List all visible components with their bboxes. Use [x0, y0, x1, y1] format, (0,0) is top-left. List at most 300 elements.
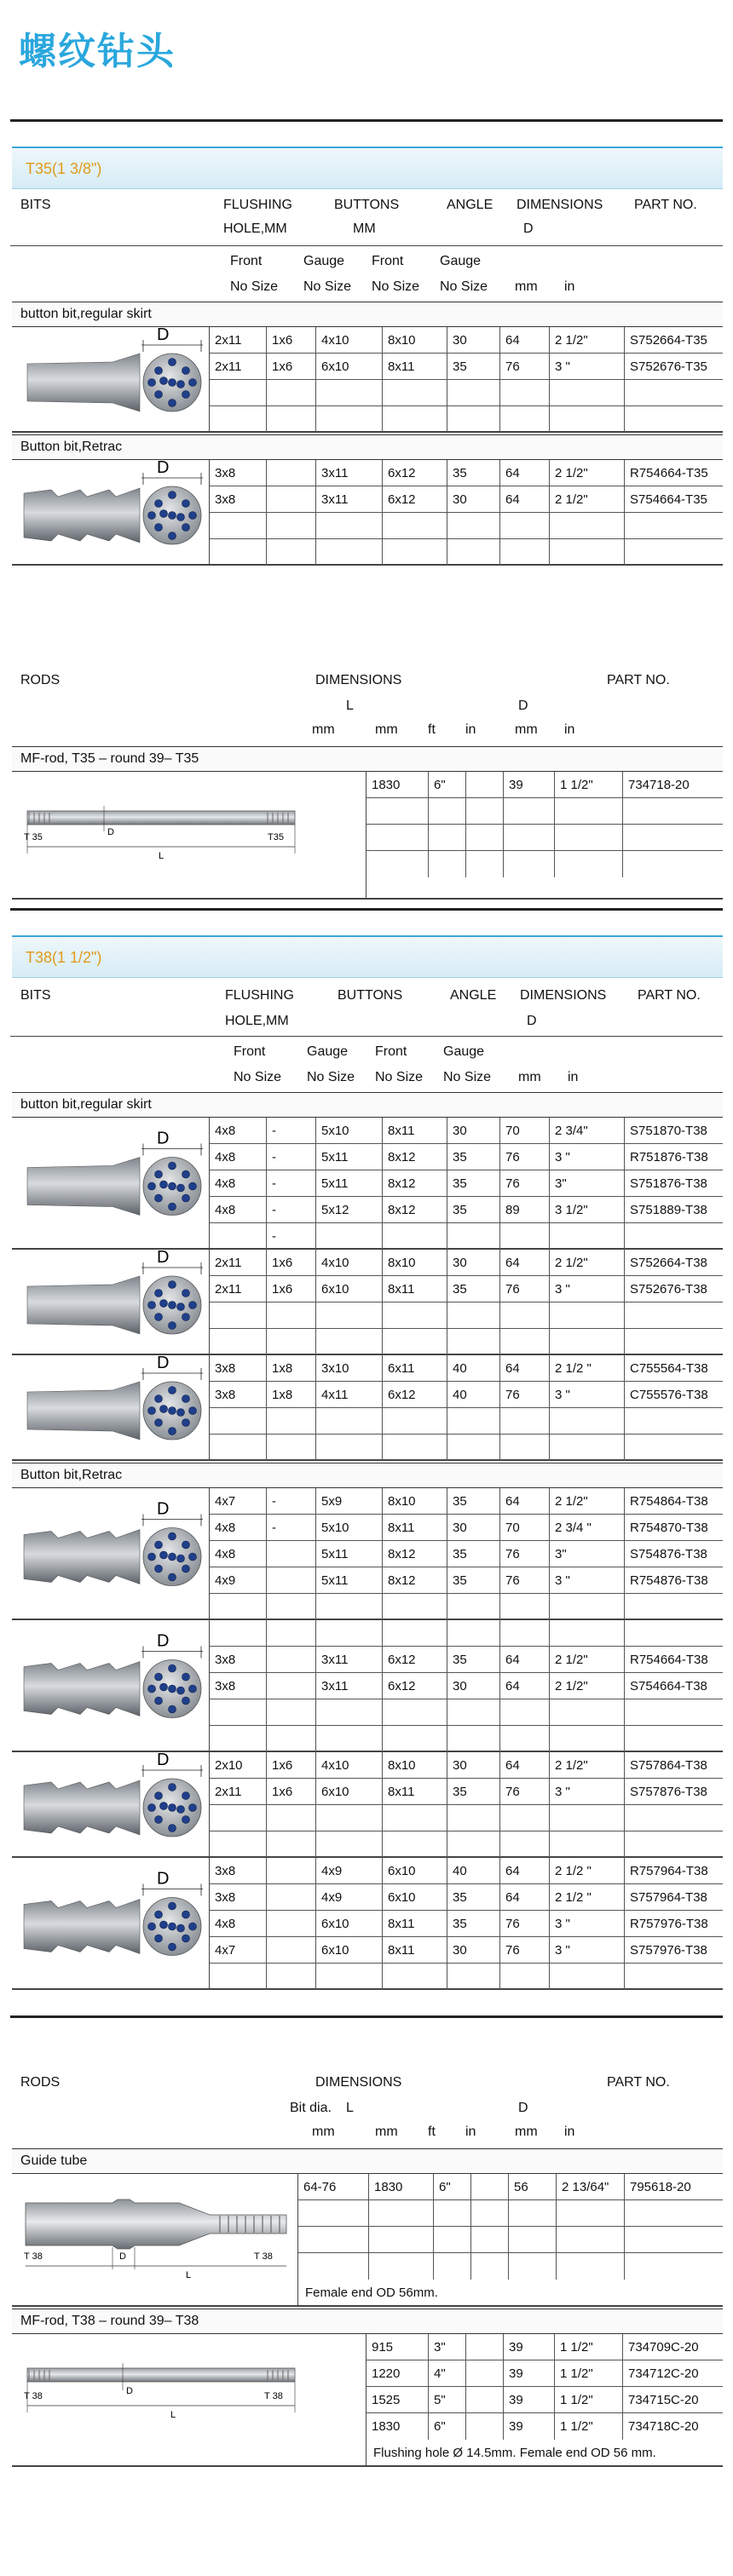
table-cell: 1830 — [372, 2419, 401, 2434]
svg-text:D: D — [157, 1355, 170, 1372]
table-row — [210, 460, 723, 486]
table-cell — [266, 539, 315, 566]
table-cell — [368, 2253, 433, 2280]
table-cell: 8x11 — [382, 1911, 447, 1936]
table-cell: 5x11 — [315, 1541, 382, 1567]
table-cell: 6x11 — [382, 1355, 447, 1381]
table-cell — [622, 798, 723, 824]
table-cell — [315, 1831, 382, 1858]
table-cell: 6" — [433, 2174, 470, 2199]
table-cell — [210, 380, 266, 405]
table-cell: 4x8 — [215, 1521, 236, 1535]
table-row — [210, 486, 723, 513]
table-cell: S757864-T38 — [624, 1752, 733, 1778]
table-cell: 3 " — [549, 1144, 624, 1170]
hdr-hole: HOLE,MM — [225, 1014, 289, 1028]
table-cell — [210, 1329, 266, 1355]
table-cell: 64 — [499, 1647, 549, 1672]
table-cell: 40 — [447, 1382, 499, 1407]
table-cell: 2 13/64" — [556, 2174, 624, 2199]
sub-front: Front — [230, 254, 263, 268]
table-cell — [549, 1435, 624, 1461]
group-label: button bit,regular skirt — [12, 1092, 723, 1118]
table-cell — [382, 1831, 447, 1858]
bit-group — [12, 1752, 723, 1858]
table-row — [210, 1831, 723, 1858]
regular-skirt-bit-image — [12, 1118, 210, 1248]
table-cell — [266, 1726, 315, 1752]
hdr-in: in — [564, 2125, 575, 2139]
table-cell — [508, 2253, 556, 2280]
table-cell — [266, 1647, 315, 1672]
table-cell: 734709C-20 — [622, 2334, 723, 2360]
sub-gauge: Gauge — [307, 1044, 349, 1059]
table-row — [210, 539, 723, 566]
bit-group — [12, 1488, 723, 1620]
bit-group — [12, 1250, 723, 1355]
table-cell — [554, 851, 622, 877]
table-cell — [624, 2227, 733, 2252]
table-cell — [499, 406, 549, 433]
table-cell: 6x10 — [315, 1276, 382, 1302]
table-cell: 8x10 — [382, 1488, 447, 1514]
table-cell — [210, 539, 266, 566]
table-cell — [315, 1964, 382, 1990]
table-cell: 39 — [503, 2387, 554, 2412]
table-cell: - — [266, 1488, 315, 1514]
table-row — [210, 1699, 723, 1726]
table-cell — [315, 406, 382, 433]
rod-d-label: D — [126, 2386, 133, 2396]
table-cell: S757964-T38 — [624, 1884, 733, 1910]
table-cell — [624, 1223, 733, 1250]
bit-image — [12, 1355, 210, 1459]
table-cell — [382, 406, 447, 433]
table-cell — [266, 1858, 315, 1883]
table-cell — [266, 380, 315, 405]
hdr-flushing: FLUSHING — [225, 988, 294, 1003]
table-cell — [382, 1620, 447, 1646]
table-cell: 6x10 — [382, 1884, 447, 1910]
table-cell: 8x11 — [382, 1515, 447, 1540]
table-cell: 2x11 — [215, 333, 242, 348]
hdr-l: L — [346, 699, 354, 713]
table-cell — [447, 1964, 499, 1990]
table-cell — [470, 2174, 508, 2199]
table-cell — [622, 851, 723, 877]
table-row — [210, 354, 723, 380]
table-cell — [499, 1435, 549, 1461]
table-cell — [554, 825, 622, 850]
table-cell: 64 — [499, 1858, 549, 1883]
table-cell: 4x7 — [215, 1494, 236, 1509]
table-cell: 4x8 — [215, 1176, 236, 1191]
table-cell — [447, 1408, 499, 1434]
table-cell — [266, 1673, 315, 1699]
table-cell: 5x11 — [315, 1567, 382, 1593]
table-cell: 64 — [499, 1355, 549, 1381]
table-cell — [624, 1805, 733, 1831]
hdr-part: PART NO. — [607, 673, 670, 687]
table-cell: S752676-T35 — [624, 354, 733, 379]
table-cell — [382, 1699, 447, 1725]
hdr-bits: BITS — [20, 198, 51, 212]
hdr-in: in — [465, 722, 476, 737]
table-cell: 35 — [447, 1567, 499, 1593]
table-cell: 6x12 — [382, 460, 447, 486]
table-cell: 76 — [499, 1911, 549, 1936]
table-cell — [549, 1329, 624, 1355]
svg-text:D: D — [157, 1250, 170, 1267]
table-cell: 76 — [499, 1170, 549, 1196]
table-cell: 2 1/2 " — [549, 1858, 624, 1883]
sub-gauge: Gauge — [443, 1044, 485, 1059]
table-cell: S757976-T38 — [624, 1937, 733, 1963]
table-row — [210, 1567, 723, 1594]
table-cell: 3x8 — [215, 492, 236, 507]
section-band-t35 — [12, 147, 723, 189]
group-label: Button bit,Retrac — [12, 434, 723, 460]
table-cell: 30 — [447, 1673, 499, 1699]
hdr-bitdia: Bit dia. — [290, 2101, 332, 2115]
sub-in: in — [564, 279, 575, 294]
table-cell: - — [266, 1118, 315, 1143]
table-cell — [210, 1408, 266, 1434]
table-cell: 1220 — [372, 2366, 401, 2381]
table-cell — [624, 1408, 733, 1434]
table-cell: 6x12 — [382, 486, 447, 512]
table-cell — [210, 406, 266, 433]
table-cell — [470, 2200, 508, 2226]
table-cell: 35 — [447, 460, 499, 486]
table-cell: 2 3/4" — [549, 1118, 624, 1143]
table-cell: 3x8 — [215, 1388, 236, 1402]
table-cell — [428, 825, 465, 850]
rod-group — [12, 772, 723, 900]
guide-right-label: T 38 — [254, 2251, 273, 2262]
table-cell — [266, 1541, 315, 1567]
table-cell: 35 — [447, 1911, 499, 1936]
bit-table — [210, 1858, 723, 1988]
hdr-dimensions: DIMENSIONS — [520, 988, 607, 1003]
table-cell — [447, 1302, 499, 1328]
hdr-d: D — [523, 221, 534, 236]
table-cell — [465, 825, 503, 850]
table-cell — [210, 1831, 266, 1858]
table-cell: 3" — [428, 2334, 465, 2360]
table-cell — [266, 1408, 315, 1434]
table-cell — [210, 513, 266, 538]
table-cell — [428, 798, 465, 824]
table-cell: S752664-T35 — [624, 327, 733, 353]
sub-gauge: Gauge — [440, 254, 482, 268]
table-row — [210, 1197, 723, 1223]
table-cell — [624, 1435, 733, 1461]
table-cell — [624, 1620, 733, 1646]
rod-table — [366, 2334, 723, 2438]
table-row — [298, 2227, 723, 2253]
table-cell — [624, 2253, 733, 2280]
table-row — [210, 1382, 723, 1408]
table-cell — [368, 2227, 433, 2252]
table-cell: 795618-20 — [624, 2174, 733, 2199]
table-cell: 2 1/2" — [549, 1488, 624, 1514]
table-cell — [210, 1302, 266, 1328]
table-cell — [382, 1223, 447, 1250]
hdr-mm: mm — [515, 722, 538, 737]
table-cell: 3x8 — [215, 1679, 236, 1693]
table-cell — [266, 1937, 315, 1963]
hdr-flushing: FLUSHING — [223, 198, 292, 212]
hdr-angle: ANGLE — [450, 988, 497, 1003]
hdr-mm: mm — [375, 722, 398, 737]
table-cell — [298, 2200, 368, 2226]
table-cell: 3 " — [549, 1382, 624, 1407]
table-cell: 64 — [499, 1752, 549, 1778]
table-cell — [624, 380, 733, 405]
table-cell — [447, 1726, 499, 1752]
svg-text:D: D — [157, 1869, 170, 1889]
table-cell: 30 — [447, 327, 499, 353]
bit-group — [12, 460, 723, 566]
table-row — [366, 851, 723, 877]
table-cell: 4x7 — [215, 1943, 236, 1958]
table-cell — [315, 1699, 382, 1725]
rod-table — [298, 2174, 723, 2278]
table-cell: 4x10 — [315, 327, 382, 353]
regular-skirt-bit-image — [12, 327, 210, 431]
hdr-dimensions: DIMENSIONS — [315, 2075, 402, 2090]
table-row — [210, 1250, 723, 1276]
hdr-ft: ft — [428, 722, 436, 737]
table-cell: 3x11 — [315, 1647, 382, 1672]
table-cell: 1830 — [368, 2174, 433, 2199]
table-cell — [210, 1223, 266, 1250]
table-cell — [382, 1302, 447, 1328]
table-cell: 76 — [499, 1144, 549, 1170]
table-cell — [499, 1620, 549, 1646]
table-cell: 39 — [503, 2413, 554, 2440]
table-cell: 6x10 — [315, 1911, 382, 1936]
table-cell: 2 1/2" — [549, 486, 624, 512]
table-cell: 30 — [447, 1118, 499, 1143]
table-row — [210, 1144, 723, 1170]
table-cell: 64 — [499, 486, 549, 512]
table-cell: 4x8 — [215, 1917, 236, 1931]
sub-front: Front — [234, 1044, 266, 1059]
table-cell: 2 1/2" — [549, 1752, 624, 1778]
rod-label: Guide tube — [12, 2148, 723, 2174]
table-cell — [499, 1302, 549, 1328]
table-row — [298, 2253, 723, 2280]
table-row — [210, 1541, 723, 1567]
bit-image — [12, 1250, 210, 1354]
table-cell: 5x11 — [315, 1144, 382, 1170]
table-cell: 1x6 — [266, 1779, 315, 1804]
table-cell — [315, 1594, 382, 1620]
table-cell: 4x9 — [215, 1573, 236, 1588]
bit-image — [12, 327, 210, 431]
table-cell: - — [266, 1144, 315, 1170]
table-row — [210, 1752, 723, 1779]
table-cell: 3 " — [549, 1911, 624, 1936]
table-cell — [298, 2253, 368, 2280]
table-cell: 8x10 — [382, 1250, 447, 1275]
table-cell: 30 — [447, 1752, 499, 1778]
hdr-bits: BITS — [20, 988, 51, 1003]
table-cell: 2x11 — [215, 1785, 242, 1799]
section-band-title: T38(1 1/2") — [26, 949, 102, 966]
table-cell — [624, 539, 733, 566]
table-cell: R754664-T38 — [624, 1647, 733, 1672]
sub-nosize: No Size — [303, 279, 352, 294]
retrac-bit-image — [12, 1488, 210, 1619]
table-cell — [624, 513, 733, 538]
table-cell: 35 — [447, 354, 499, 379]
table-cell: 89 — [499, 1197, 549, 1222]
sub-nosize: No Size — [307, 1070, 355, 1084]
table-cell — [465, 2413, 503, 2440]
guide-note: Female end OD 56mm. — [305, 2286, 438, 2300]
table-cell — [266, 406, 315, 433]
table-cell — [549, 1408, 624, 1434]
table-cell — [382, 1408, 447, 1434]
table-cell: 734715C-20 — [622, 2387, 723, 2412]
table-cell: 734718-20 — [622, 772, 723, 797]
table-cell: 8x12 — [382, 1567, 447, 1593]
table-cell: 30 — [447, 486, 499, 512]
group-label: Button bit,Retrac — [12, 1463, 723, 1488]
section-divider — [10, 119, 723, 122]
bit-image — [12, 1118, 210, 1248]
table-cell — [382, 1594, 447, 1620]
hdr-d: D — [518, 699, 528, 713]
table-cell: 8x12 — [382, 1170, 447, 1196]
table-cell — [508, 2200, 556, 2226]
table-cell — [433, 2200, 470, 2226]
bit-image — [12, 1620, 210, 1751]
table-cell — [382, 1329, 447, 1355]
table-cell: 76 — [499, 1382, 549, 1407]
table-row — [366, 825, 723, 851]
table-cell: 5x9 — [315, 1488, 382, 1514]
table-cell — [447, 1223, 499, 1250]
table-cell — [266, 1699, 315, 1725]
table-cell: 76 — [499, 1276, 549, 1302]
rod-right-label: T35 — [268, 832, 284, 842]
rod-d-label: D — [107, 827, 114, 837]
table-cell: 39 — [503, 772, 554, 797]
table-cell — [382, 1435, 447, 1461]
table-cell — [447, 1805, 499, 1831]
table-cell: 35 — [447, 1197, 499, 1222]
table-cell — [465, 2387, 503, 2412]
table-cell — [549, 1805, 624, 1831]
table-cell — [266, 1594, 315, 1620]
table-cell — [503, 798, 554, 824]
table-row — [210, 1118, 723, 1144]
table-cell: 5" — [428, 2387, 465, 2412]
regular-skirt-bit-image — [12, 1355, 210, 1459]
table-cell — [503, 851, 554, 877]
table-cell: 35 — [447, 1488, 499, 1514]
table-row — [366, 2387, 723, 2413]
table-cell — [315, 1223, 382, 1250]
table-row — [210, 1170, 723, 1197]
table-cell — [556, 2200, 624, 2226]
table-row — [210, 327, 723, 354]
section-band-title: T35(1 3/8") — [26, 160, 102, 177]
table-row — [210, 1647, 723, 1673]
rod-label: MF-rod, T35 – round 39– T35 — [12, 746, 723, 772]
table-cell: 4x8 — [215, 1203, 236, 1217]
table-cell — [447, 1620, 499, 1646]
bit-table — [210, 327, 723, 431]
table-cell — [447, 1699, 499, 1725]
sub-nosize: No Size — [443, 1070, 492, 1084]
sub-nosize: No Size — [372, 279, 420, 294]
table-cell — [499, 380, 549, 405]
table-cell: 3x11 — [315, 1673, 382, 1699]
table-cell — [382, 380, 447, 405]
table-row — [210, 1408, 723, 1435]
table-cell — [624, 2200, 733, 2226]
table-cell — [624, 1831, 733, 1858]
table-cell: 64 — [499, 1884, 549, 1910]
table-row — [210, 1779, 723, 1805]
hdr-hole: HOLE,MM — [223, 221, 287, 236]
table-cell: 4x8 — [215, 1547, 236, 1561]
table-cell: 3x8 — [215, 1653, 236, 1667]
table-cell: 40 — [447, 1858, 499, 1883]
table-cell: 64 — [499, 460, 549, 486]
table-cell — [210, 1726, 266, 1752]
table-cell — [447, 1831, 499, 1858]
table-cell: R751876-T38 — [624, 1144, 733, 1170]
table-cell: 35 — [447, 1647, 499, 1672]
rod-left-label: T 35 — [24, 832, 43, 842]
table-cell: 64 — [499, 1488, 549, 1514]
rod-label: MF-rod, T38 – round 39– T38 — [12, 2309, 723, 2334]
sub-gauge: Gauge — [303, 254, 345, 268]
table-cell: 35 — [447, 1170, 499, 1196]
table-cell — [315, 1329, 382, 1355]
bit-group — [12, 1355, 723, 1461]
table-cell — [266, 1567, 315, 1593]
table-cell: 6x10 — [315, 1779, 382, 1804]
rod-left-label: T 38 — [24, 2391, 43, 2401]
rod-l-label: L — [170, 2410, 176, 2420]
table-row — [210, 1805, 723, 1831]
table-cell: 2 1/2" — [549, 327, 624, 353]
table-row — [210, 1937, 723, 1964]
table-cell — [447, 539, 499, 566]
bit-image — [12, 1752, 210, 1856]
table-cell: S754876-T38 — [624, 1541, 733, 1567]
table-cell — [556, 2227, 624, 2252]
table-cell — [499, 1805, 549, 1831]
table-row — [298, 2200, 723, 2227]
table-cell: 2 1/2" — [549, 460, 624, 486]
table-cell — [465, 851, 503, 877]
table-cell — [549, 1699, 624, 1725]
table-row — [210, 1726, 723, 1752]
table-cell — [447, 1594, 499, 1620]
table-cell: 1x8 — [266, 1382, 315, 1407]
table-cell: 734718C-20 — [622, 2413, 723, 2440]
table-cell — [266, 513, 315, 538]
table-cell: 5x12 — [315, 1197, 382, 1222]
